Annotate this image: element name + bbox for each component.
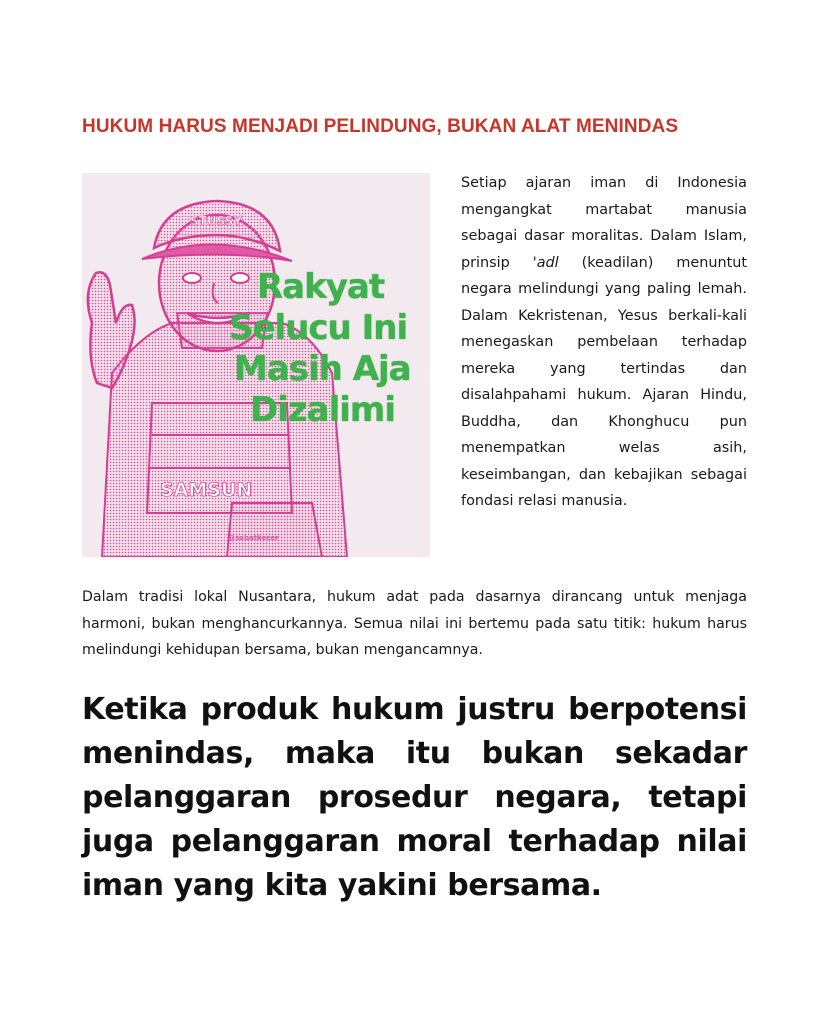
article-heading: HUKUM HARUS MENJADI PELINDUNG, BUKAN ALAT MENINDAS	[82, 116, 679, 137]
vest-text: SAMSUN	[160, 479, 253, 501]
poster-handle: @sobatkecer	[228, 534, 279, 542]
poster-line-3: Masih Aja	[234, 349, 411, 389]
poster-line-4: Dizalimi	[250, 390, 395, 430]
side-text-part-2: (keadilan) menuntut negara melindungi yang paling lemah. Dalam Kekristenan, Yesus berkali-kali menegaskan pembelaan terhadap mereka yang tertindas dan disalahpahami hukum. Ajaran Hindu, Buddha, dan Khonghucu pun menempatkan welas asih, keseimbangan, dan kebajikan sebagai fondasi relasi manusia.	[461, 254, 747, 509]
side-text-italic: 'adl	[532, 254, 559, 271]
poster-line-2: Selucu Ini	[229, 308, 408, 348]
pull-quote: Ketika produk hukum justru berpotensi menindas, maka itu bukan sekadar pelanggaran prosedur negara, tetapi juga pelanggaran moral terhadap nilai iman yang kita yakini bersama.	[82, 692, 747, 903]
side-text-part-1: Setiap ajaran iman di Indonesia mengangkat martabat manusia sebagai dasar moralitas. Dalam Islam, prinsip	[461, 175, 747, 271]
cap-text: STUSSY	[190, 214, 243, 228]
poster-line-1: Rakyat	[257, 267, 385, 307]
body-paragraph: Dalam tradisi lokal Nusantara, hukum adat pada dasarnya dirancang untuk menjaga harmoni, bukan menghancurkannya. Semua nilai ini bertemu pada satu titik: hukum harus melindungi kehidupan bersama, bukan mengancamnya.	[82, 589, 747, 658]
poster-image	[82, 173, 430, 557]
side-paragraph	[461, 170, 747, 515]
